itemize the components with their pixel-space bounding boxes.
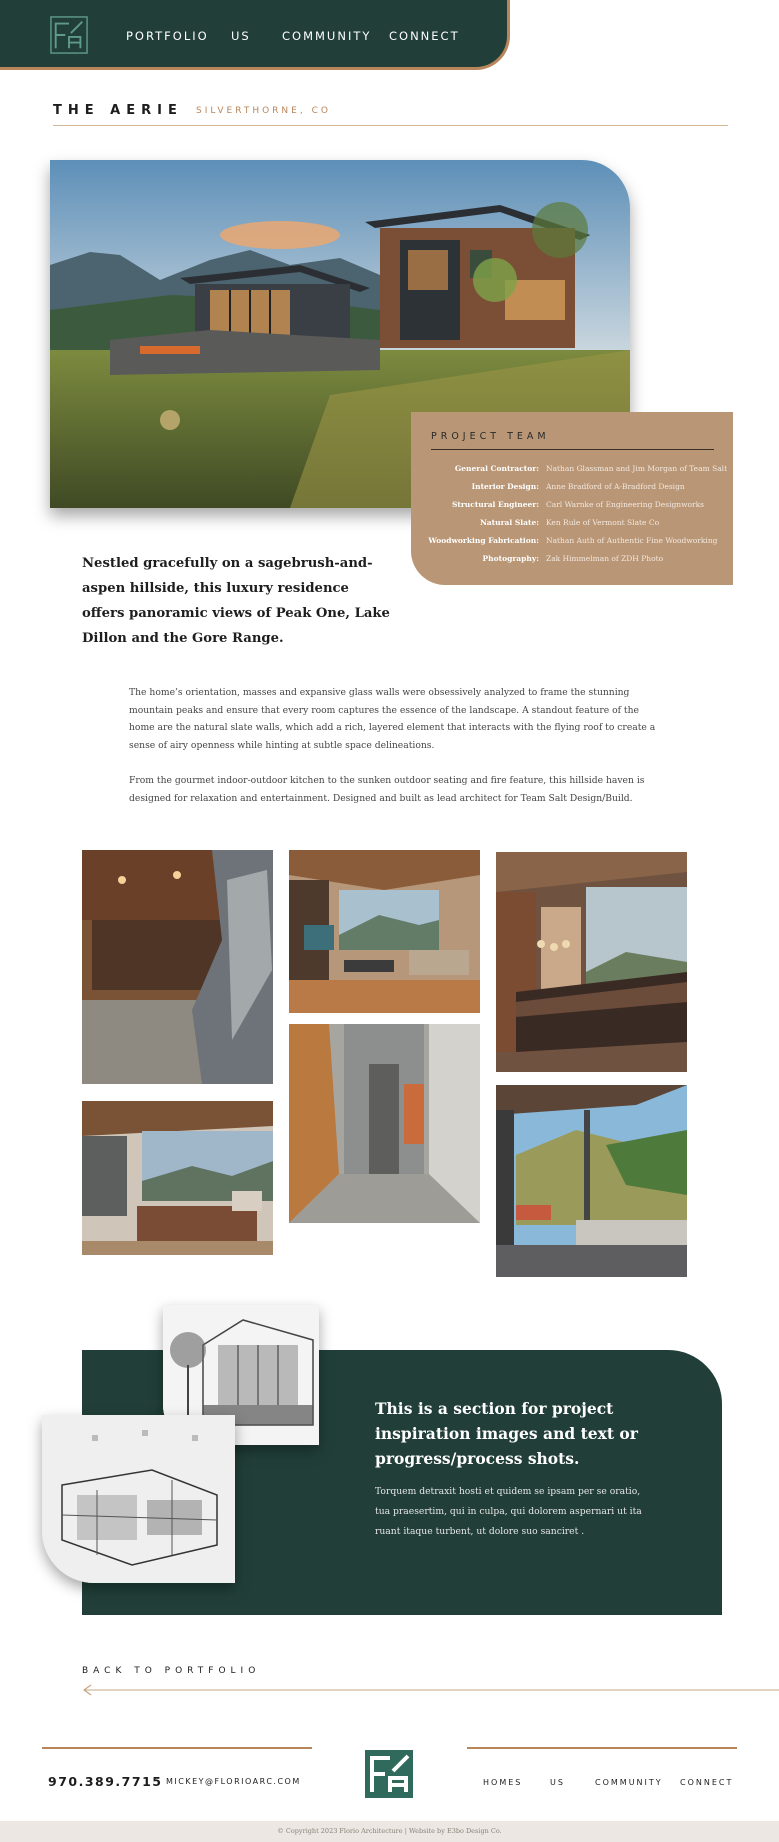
inspiration-body-text: Torquem detraxit hosti et quidem se ipsam per se oratio, tua praesertim, qui in culpa, qui dolorem aspernari ut ita ruant itaque turbent, ut dolore suo sanciret . bbox=[375, 1486, 642, 1537]
nav-community-link[interactable]: COMMUNITY bbox=[282, 29, 372, 43]
project-team-card bbox=[411, 412, 733, 585]
footer-email-link[interactable]: MICKEY@FLORIOARC.COM bbox=[166, 1777, 301, 1786]
footer-homes-link[interactable]: HOMES bbox=[483, 1778, 523, 1787]
nav-connect-link[interactable]: CONNECT bbox=[389, 29, 460, 43]
project-lead-statement: Nestled gracefully on a sagebrush-and-aspen hillside, this luxury residence offers panoramic views of Peak One, Lake Dillon and the Gore Range. bbox=[82, 556, 390, 646]
team-name: Carl Warnke of Engineering Designworks bbox=[546, 500, 705, 509]
gallery-photo-outdoor-patio[interactable] bbox=[496, 1085, 687, 1277]
copyright-text: © Copyright 2023 Florio Architecture | Website by E3bo Design Co. bbox=[277, 1827, 502, 1835]
florio-footer-logo-icon[interactable] bbox=[363, 1748, 415, 1800]
team-role: Structural Engineer: bbox=[451, 500, 539, 509]
back-to-portfolio-link[interactable]: BACK TO PORTFOLIO bbox=[82, 1666, 261, 1676]
team-member-row bbox=[411, 554, 733, 570]
team-name: Nathan Glassman and Jim Morgan of Team Salt bbox=[546, 464, 728, 473]
team-member-row bbox=[411, 500, 733, 516]
top-navigation-bar bbox=[0, 0, 510, 70]
footer-connect-link[interactable]: CONNECT bbox=[680, 1778, 734, 1787]
footer-us-link[interactable]: US bbox=[550, 1778, 565, 1787]
copyright-bar bbox=[0, 1821, 779, 1842]
team-role: Woodworking Fabrication: bbox=[428, 536, 539, 545]
team-role: Interior Design: bbox=[471, 482, 539, 491]
project-team-heading: PROJECT TEAM bbox=[431, 431, 550, 442]
team-role: Photography: bbox=[482, 554, 539, 563]
gallery-photo-bedroom[interactable] bbox=[82, 1101, 273, 1255]
project-description-paragraph: From the gourmet indoor-outdoor kitchen to the sunken outdoor seating and fire feature, this hillside haven is designed for relaxation and entertainment. Designed and built as lead architect for Team Salt Design/Build. bbox=[129, 775, 645, 804]
inspiration-sketch-perspective[interactable] bbox=[42, 1415, 235, 1583]
florio-logo-icon[interactable] bbox=[50, 16, 88, 54]
back-arrow-icon[interactable] bbox=[82, 1684, 779, 1696]
nav-portfolio-link[interactable]: PORTFOLIO bbox=[126, 29, 209, 43]
team-name: Ken Rule of Vermont Slate Co bbox=[546, 518, 660, 527]
team-member-row bbox=[411, 518, 733, 534]
gallery-photo-kitchen[interactable] bbox=[496, 852, 687, 1072]
team-member-row bbox=[411, 536, 733, 552]
team-member-row bbox=[411, 482, 733, 498]
project-description-paragraph: The home’s orientation, masses and expansive glass walls were obsessively analyzed to frame the stunning mountain peaks and ensure that every room captures the essence of the landscape. A standout feature of the home are the natural slate walls, which add a rich, layered element that interacts with the flying roof to create a sense of airy openness while hinting at subtle space delineations. bbox=[129, 687, 656, 751]
footer-community-link[interactable]: COMMUNITY bbox=[595, 1778, 663, 1787]
inspiration-heading: This is a section for project inspiration images and text or progress/process shots. bbox=[375, 1399, 638, 1468]
team-name: Anne Bradford of A-Bradford Design bbox=[546, 482, 685, 491]
team-name: Nathan Auth of Authentic Fine Woodworking bbox=[546, 536, 718, 545]
title-divider bbox=[53, 125, 728, 126]
project-title: THE AERIE bbox=[53, 103, 183, 118]
gallery-photo-hallway[interactable] bbox=[289, 1024, 480, 1223]
team-divider bbox=[431, 449, 714, 450]
team-member-row bbox=[411, 464, 733, 480]
team-role: Natural Slate: bbox=[479, 518, 539, 527]
nav-us-link[interactable]: US bbox=[231, 29, 251, 43]
project-location: SILVERTHORNE, CO bbox=[196, 106, 331, 116]
gallery-photo-living-room[interactable] bbox=[289, 850, 480, 1013]
footer-divider-right bbox=[467, 1747, 737, 1749]
team-name: Zak Himmelman of ZDH Photo bbox=[546, 554, 664, 563]
footer-divider-left bbox=[42, 1747, 312, 1749]
footer-phone-number[interactable]: 970.389.7715 bbox=[48, 1774, 163, 1789]
team-role: General Contractor: bbox=[454, 464, 539, 473]
gallery-photo-slate-wall[interactable] bbox=[82, 850, 273, 1084]
